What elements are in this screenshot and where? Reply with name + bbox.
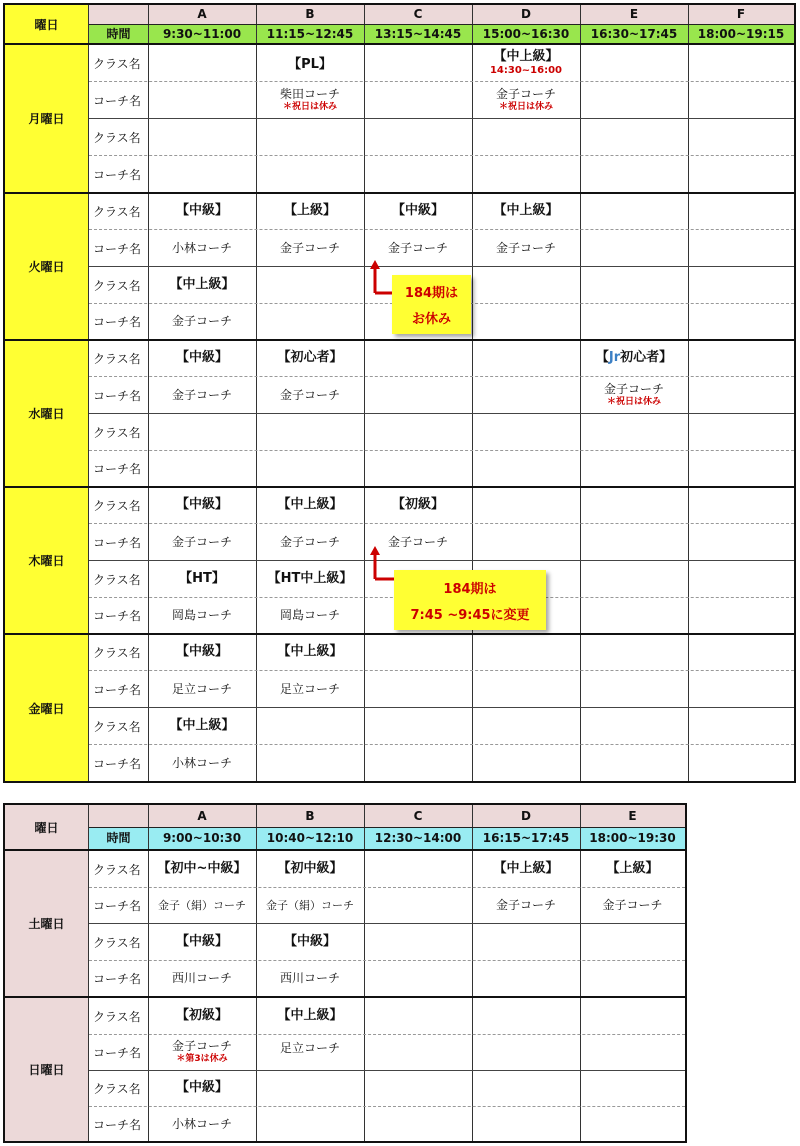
- row-label-class: クラス名: [93, 862, 141, 877]
- row-label-coach: コーチ名: [93, 1117, 142, 1132]
- class-cell-sun-a1: 【初級】: [175, 1007, 228, 1023]
- time-e: 16:30~17:45: [590, 26, 678, 41]
- row-label-class: クラス名: [93, 719, 141, 734]
- class-cell-wed-a1: 【中級】: [175, 350, 228, 366]
- time-a: 9:30~11:00: [162, 26, 242, 41]
- day-tuesday: 火曜日: [28, 260, 65, 274]
- col-header-a: A: [197, 808, 207, 823]
- time-b: 11:15~12:45: [266, 26, 354, 41]
- class-cell-tue-c1: 【中級】: [391, 203, 444, 219]
- day-thursday: 木曜日: [28, 554, 65, 568]
- callout-line1: 184期は: [404, 286, 459, 302]
- class-cell-sat-b1: 【初中級】: [277, 860, 343, 876]
- corner-label: 曜日: [34, 820, 59, 835]
- coach-cell-sat-d1: 金子コーチ: [495, 898, 556, 912]
- class-cell-sat-b2: 【中級】: [283, 933, 336, 949]
- thursday-callout: [394, 570, 546, 630]
- class-cell-wed-e1: [580, 341, 688, 376]
- class-cell-tue-d1: 【中上級】: [493, 203, 559, 219]
- row-label-coach: コーチ名: [93, 682, 142, 697]
- class-prefix: 【: [595, 350, 609, 366]
- weekend-schedule-table: [3, 803, 687, 1143]
- row-label-class: クラス名: [93, 56, 141, 71]
- class-cell-fri-a1: 【中級】: [175, 644, 228, 660]
- class-cell-sat-a1: 【初中~中級】: [157, 860, 247, 876]
- row-label-coach: コーチ名: [93, 535, 142, 550]
- row-label-class: クラス名: [93, 205, 141, 219]
- class-rest: 初心者】: [620, 350, 673, 366]
- time-c: 13:15~14:45: [374, 26, 462, 41]
- coach-cell-sun-b1: 足立コーチ: [279, 1041, 340, 1055]
- coach-name: 金子コーチ: [603, 381, 664, 396]
- row-label-class: クラス名: [93, 1009, 141, 1024]
- class-cell-wed-b1: 【初心者】: [277, 350, 343, 366]
- coach-cell-tue-b1: 金子コーチ: [279, 240, 340, 255]
- day-friday: 金曜日: [28, 701, 65, 716]
- class-cell-thu-b2: 【HT中上級】: [267, 570, 353, 586]
- coach-cell-thu-a2: 岡島コーチ: [171, 608, 232, 622]
- coach-cell-sat-b2: 西川コーチ: [279, 971, 340, 985]
- col-header-a: A: [197, 7, 207, 21]
- class-cell-sun-b1: 【中上級】: [277, 1007, 343, 1023]
- col-header-c: C: [413, 808, 423, 823]
- day-monday: 月曜日: [28, 112, 65, 126]
- weekday-schedule-table: [3, 3, 796, 783]
- row-label-coach: コーチ名: [93, 241, 142, 256]
- coach-cell-thu-b1: 金子コーチ: [279, 534, 340, 549]
- coach-cell-thu-c1: 金子コーチ: [387, 534, 448, 549]
- coach-cell-mon-b: [256, 82, 364, 118]
- class-cell-mon-b: 【PL】: [288, 56, 332, 72]
- row-label-coach: コーチ名: [93, 93, 142, 108]
- class-cell-tue-a1: 【中級】: [175, 203, 228, 219]
- row-label-coach: コーチ名: [93, 756, 142, 771]
- time-d: 15:00~16:30: [482, 26, 570, 41]
- coach-cell-fri-a1: 足立コーチ: [171, 681, 232, 696]
- coach-cell-wed-a1: 金子コーチ: [171, 387, 232, 402]
- coach-cell-mon-d: [472, 82, 580, 118]
- holiday-note: ＊祝日は休み: [282, 101, 337, 112]
- col-header-f: F: [736, 7, 746, 21]
- coach-name: 柴田コーチ: [279, 86, 340, 101]
- coach-cell-sat-e1: 金子コーチ: [602, 898, 663, 912]
- row-label-class: クラス名: [93, 499, 141, 513]
- row-label-class: クラス名: [93, 425, 141, 440]
- coach-cell-sat-a2: 西川コーチ: [171, 971, 232, 985]
- coach-name: 金子コーチ: [171, 1039, 232, 1054]
- holiday-note: ＊祝日は休み: [606, 396, 661, 407]
- class-cell-fri-b1: 【中上級】: [277, 644, 343, 660]
- col-header-e: E: [628, 808, 637, 823]
- class-cell-fri-a2: 【中上級】: [169, 717, 235, 733]
- callout-line2: 7:45 ~9:45に変更: [410, 607, 530, 623]
- coach-cell-wed-b1: 金子コーチ: [279, 387, 340, 402]
- coach-cell-fri-a2: 小林コーチ: [171, 755, 232, 770]
- coach-cell-wed-e1: [580, 377, 688, 413]
- day-wednesday: 水曜日: [28, 407, 65, 421]
- time-c: 12:30~14:00: [374, 831, 462, 845]
- time-override-note: 14:30~16:00: [489, 64, 563, 76]
- class-cell-thu-b1: 【中上級】: [277, 497, 343, 513]
- time-label: 時間: [106, 26, 131, 41]
- row-label-coach: コーチ名: [93, 609, 142, 623]
- time-d: 16:15~17:45: [482, 831, 570, 845]
- coach-cell-fri-b1: 足立コーチ: [279, 681, 340, 696]
- coach-cell-sun-a2: 小林コーチ: [171, 1116, 232, 1131]
- row-label-coach: コーチ名: [93, 315, 142, 329]
- row-label-coach: コーチ名: [93, 462, 142, 476]
- coach-cell-tue-a2: 金子コーチ: [171, 314, 232, 328]
- row-label-coach: コーチ名: [93, 899, 142, 913]
- class-cell-thu-c1: 【初級】: [391, 497, 444, 513]
- callout-line1: 184期は: [443, 581, 497, 597]
- time-label: 時間: [106, 831, 131, 845]
- col-header-e: E: [629, 7, 639, 21]
- coach-cell-tue-d1: 金子コーチ: [495, 240, 556, 255]
- row-label-coach: コーチ名: [93, 972, 142, 986]
- time-e: 18:00~19:30: [589, 831, 676, 845]
- row-label-class: クラス名: [93, 572, 141, 587]
- class-cell-mon-d: [472, 45, 580, 81]
- coach-cell-tue-c1: 金子コーチ: [387, 240, 448, 255]
- coach-name: 金子コーチ: [495, 86, 556, 101]
- class-cell-sat-e1: 【上級】: [606, 860, 659, 876]
- holiday-note: ＊祝日は休み: [498, 101, 553, 112]
- class-cell-sat-a2: 【中級】: [175, 933, 228, 949]
- coach-cell-sat-a1: 金子（絹）コーチ: [158, 898, 246, 912]
- row-label-coach: コーチ名: [93, 1046, 142, 1060]
- row-label-class: クラス名: [93, 130, 141, 145]
- class-cell-tue-a2: 【中上級】: [169, 276, 235, 292]
- col-header-b: B: [305, 808, 315, 823]
- row-label-class: クラス名: [93, 935, 141, 950]
- coach-cell-thu-b2: 岡島コーチ: [279, 608, 340, 622]
- coach-cell-tue-a1: 小林コーチ: [171, 240, 232, 255]
- day-saturday: 土曜日: [28, 917, 65, 931]
- third-week-note: ＊第3は休み: [176, 1054, 228, 1065]
- coach-cell-thu-a1: 金子コーチ: [171, 534, 232, 549]
- class-cell-sun-a2: 【中級】: [175, 1080, 228, 1096]
- row-label-class: クラス名: [93, 1082, 141, 1096]
- time-a: 9:00~10:30: [162, 831, 242, 845]
- class-cell-thu-a2: 【HT】: [179, 570, 225, 586]
- row-label-class: クラス名: [93, 646, 141, 660]
- corner-label: 曜日: [34, 17, 59, 32]
- time-f: 18:00~19:15: [697, 26, 785, 41]
- class-cell-sat-d1: 【中上級】: [493, 860, 559, 876]
- row-label-class: クラス名: [93, 352, 141, 366]
- day-sunday: 日曜日: [28, 1063, 65, 1077]
- callout-line2: お休み: [411, 311, 451, 327]
- row-label-coach: コーチ名: [93, 388, 142, 403]
- col-header-d: D: [521, 7, 531, 21]
- class-cell-tue-b1: 【上級】: [283, 203, 336, 219]
- coach-cell-sun-a1: [148, 1035, 256, 1070]
- coach-cell-sat-b1: 金子（絹）コーチ: [266, 898, 354, 912]
- row-label-class: クラス名: [93, 278, 141, 293]
- class-name: 【中上級】: [493, 48, 559, 64]
- jr-tag: Jr: [608, 350, 621, 366]
- col-header-b: B: [305, 7, 315, 21]
- row-label-coach: コーチ名: [93, 167, 142, 182]
- tuesday-callout: [392, 275, 471, 334]
- time-b: 10:40~12:10: [266, 831, 354, 845]
- col-header-c: C: [413, 7, 423, 21]
- class-cell-thu-a1: 【中級】: [175, 497, 228, 513]
- col-header-d: D: [521, 808, 531, 823]
